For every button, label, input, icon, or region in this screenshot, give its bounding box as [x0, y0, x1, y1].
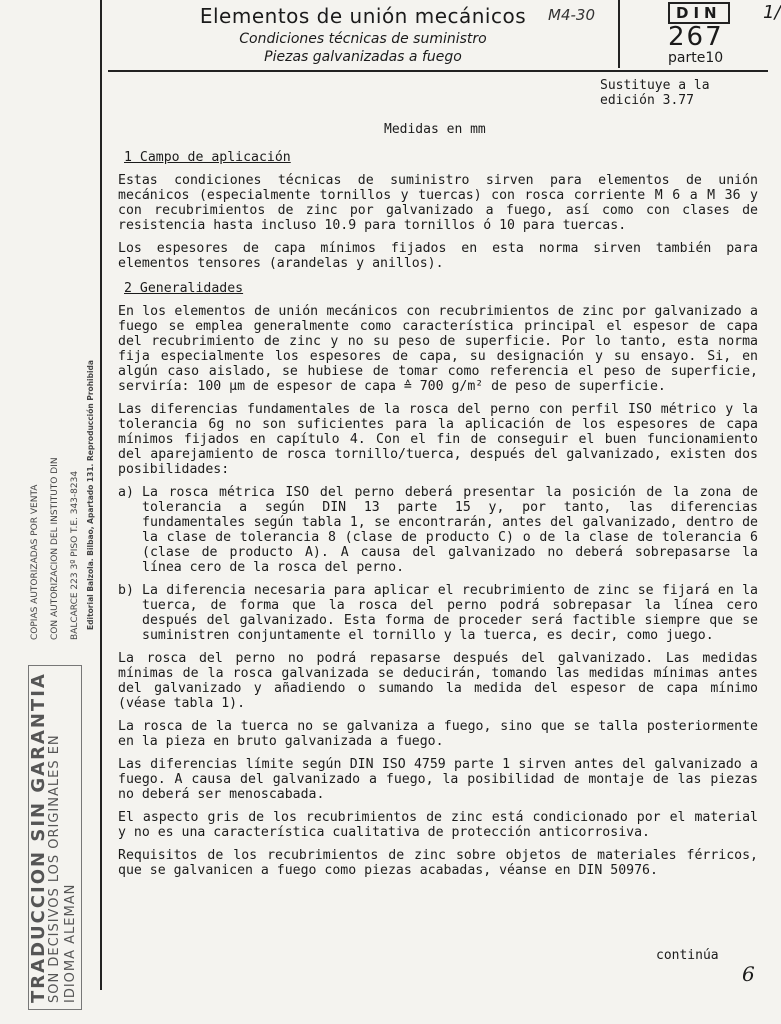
section-2-paragraph-1: En los elementos de unión mecánicos con recubrimientos de zinc por galvanizado a fuego se emplea generalmente como característica principal el espesor de capa del recubrimiento de zinc y no su peso de superficie. Por lo tanto, esta norma fija especialmente los espesores de capa, su designación y su ensayo. Si, en algún caso aislado, se hubiese de tomar como referencia el peso de superficie, serviría: 100 µm de espesor de capa ≙ 700 g/m² de peso de superficie.: [118, 304, 758, 394]
handwritten-code: M4-30: [548, 6, 595, 24]
stamp-line-2: SON DECISIVOS LOS ORIGINALES EN: [47, 734, 62, 1003]
replacement-line-1: Sustituye a la: [600, 78, 710, 93]
din-number: 267: [668, 22, 724, 52]
section-2-paragraph-2: Las diferencias fundamentales de la rosca del perno con perfil ISO métrico y la tolerancia 6g no son suficientes para la aplicación de los espesores de capa mínimos fijados en capítulo 4. Con el fin de conseguir el buen funcionamiento del aparejamiento de rosca tornillo/tuerca, después del galvanizado, existen dos posibilidades:: [118, 402, 758, 477]
replacement-line-2: edición 3.77: [600, 93, 694, 108]
list-item-b: [118, 583, 758, 643]
list-item-a-label: a): [118, 485, 134, 500]
document-subtitle-2: Piezas galvanizadas a fuego: [264, 49, 462, 65]
continues-note: continúa: [656, 948, 719, 963]
din-part: parte10: [668, 50, 724, 66]
list-item-b-label: b): [118, 583, 134, 598]
paragraph-grey-appearance: El aspecto gris de los recubrimientos de zinc está condicionado por el material y no es una característica cualitativa de protección anticorrosiva.: [118, 810, 758, 840]
paragraph-bolt-thread: La rosca del perno no podrá repasarse después del galvanizado. Las medidas mínimas de la rosca galvanizada se deducirán, tomando las medidas mínimas antes del galvanizado y añadiendo o sumando la medida del espesor de capa mínimo (véase tabla 1).: [118, 651, 758, 711]
section-2-title: 2 Generalidades: [124, 281, 244, 296]
din-block: [668, 2, 781, 66]
section-1-title: 1 Campo de aplicación: [124, 150, 291, 165]
paragraph-limit-deviations: Las diferencias límite según DIN ISO 4759 parte 1 sirven antes del galvanizado a fuego. A causa del galvanizado a fuego, la posibilidad de montaje de las piezas no deberá ser menoscabada.: [118, 757, 758, 802]
translation-stamp: [28, 665, 82, 1010]
list-item-a: [118, 485, 758, 575]
stamp-line-3: IDIOMA ALEMAN: [63, 883, 78, 1003]
units-note: Medidas en mm: [384, 122, 486, 137]
publisher-vertical-note: Editorial Balzola. Bilbao, Apartado 131. Reproducción Prohibida: [86, 360, 95, 630]
document-body: [118, 150, 758, 886]
copies-note-line-2: CON AUTORIZACION DEL INSTITUTO DIN: [50, 457, 60, 640]
document-subtitle-1: Condiciones técnicas de suministro: [239, 31, 487, 47]
copies-note-line-1: COPIAS AUTORIZADAS POR VENTA: [30, 484, 40, 640]
stamp-line-1: TRADUCCION SIN GARANTIA: [28, 672, 49, 1003]
document-header: [108, 0, 781, 72]
paragraph-nut-thread: La rosca de la tuerca no se galvaniza a fuego, sino que se talla posteriormente en la pieza en bruto galvanizada a fuego.: [118, 719, 758, 749]
page-mark: 6: [742, 962, 755, 986]
document-title: Elementos de unión mecánicos: [199, 4, 527, 28]
list-item-a-text: La rosca métrica ISO del perno deberá presentar la posición de la zona de tolerancia a según DIN 13 parte 15 y, por tanto, las diferencias fundamentales según tabla 1, se encontrarán, antes del galvanizado, dentro de la clase de tolerancia 8 (clase de producto C) o de la clase de tolerancia 6 (clase de producto A). A causa del galvanizado no deberá sobrepasarse la línea cero de la rosca del perno.: [142, 485, 758, 575]
section-1-paragraph-1: Estas condiciones técnicas de suministro sirven para elementos de unión mecánicos (especialmente tornillos y tuercas) con rosca corriente M 6 a M 36 y con recubrimientos de zinc por galvanizado a fuego, así como con clases de resistencia hasta incluso 10.9 para tornillos ó 10 para tuercas.: [118, 173, 758, 233]
replacement-note: [600, 78, 770, 108]
section-1-paragraph-2: Los espesores de capa mínimos fijados en esta norma sirven también para elementos tensores (arandelas y anillos).: [118, 241, 758, 271]
left-margin-rule: [100, 0, 102, 990]
corner-mark: 1/: [763, 2, 781, 23]
copies-note-line-3: BALCARCE 223 3º PISO T.E. 343-8234: [70, 470, 80, 640]
list-item-b-text: La diferencia necesaria para aplicar el recubrimiento de zinc se fijará en la tuerca, de forma que la rosca del perno podrá sobrepasar la línea cero después del galvanizado. Esta forma de proceder será factible siempre que se suministren conjuntamente el tornillo y la tuerca, es decir, como juego.: [142, 583, 758, 643]
din-label: DIN: [668, 2, 730, 24]
title-block: [108, 0, 620, 68]
paragraph-requirements: Requisitos de los recubrimientos de zinc sobre objetos de materiales férricos, que se galvanicen a fuego como piezas acabadas, véanse en DIN 50976.: [118, 848, 758, 878]
